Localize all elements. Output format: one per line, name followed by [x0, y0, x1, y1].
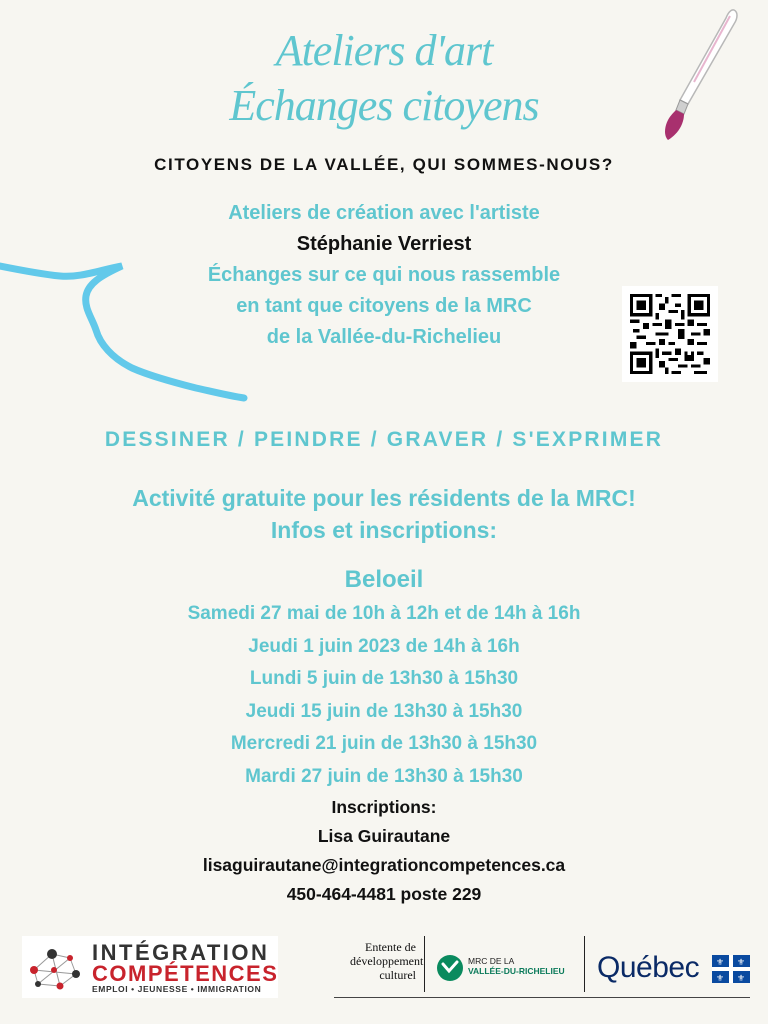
schedule-item: Mercredi 21 juin de 13h30 à 15h30 [230, 733, 538, 754]
contact-block [0, 793, 768, 909]
title-line-2: Échanges citoyens [229, 81, 539, 130]
divider [424, 936, 425, 992]
entente-label [350, 940, 424, 982]
entente-line-1: Entente de [365, 940, 416, 954]
location: Beloeil [344, 566, 424, 593]
disciplines: DESSINER / PEINDRE / GRAVER / S'EXPRIMER [104, 428, 664, 451]
mrc-line-1: MRC DE LA [468, 956, 515, 966]
contact-heading: Inscriptions: [331, 797, 437, 817]
free-activity-notice [0, 482, 768, 546]
ic-logo-line-3: EMPLOI • JEUNESSE • IMMIGRATION [92, 984, 262, 994]
qr-code-icon [630, 294, 710, 374]
description-line-3: Échanges sur ce qui nous rassemble [207, 264, 561, 286]
logo-baseline [334, 997, 750, 998]
schedule-item: Samedi 27 mai de 10h à 12h et de 14h à 16h [187, 603, 581, 624]
mrc-logo-icon [436, 954, 464, 982]
subtitle: CITOYENS DE LA VALLÉE, QUI SOMMES-NOUS? [154, 155, 614, 174]
ic-logo-line-2: COMPÉTENCES [92, 961, 279, 986]
schedule-list [0, 598, 768, 793]
schedule-item: Mardi 27 juin de 13h30 à 15h30 [245, 765, 523, 787]
svg-text:⚜: ⚜ [736, 958, 746, 968]
network-molecule-icon [24, 940, 86, 996]
schedule-item: Lundi 5 juin de 13h30 à 15h30 [249, 668, 519, 689]
mrc-logo-text [468, 956, 565, 976]
svg-text:⚜: ⚜ [736, 974, 746, 983]
free-activity-line: Activité gratuite pour les résidents de la MRC! [132, 485, 636, 511]
svg-text:⚜: ⚜ [715, 974, 725, 983]
quebec-logo-text: Québec [597, 951, 700, 984]
quebec-flag-icon [712, 955, 750, 983]
artist-name: Stéphanie Verriest [296, 233, 472, 255]
contact-email[interactable]: lisaguirautane@integrationcompetences.ca [202, 855, 566, 875]
schedule-item: Jeudi 1 juin 2023 de 14h à 16h [248, 635, 520, 657]
title-line-1: Ateliers d'art [275, 26, 493, 75]
info-registration-line: Infos et inscriptions: [270, 517, 498, 543]
qr-code[interactable] [622, 286, 718, 382]
description-line-1: Ateliers de création avec l'artiste [228, 202, 540, 224]
entente-line-3: culturel [379, 968, 416, 982]
description-line-4: en tant que citoyens de la MRC [236, 295, 532, 317]
paintbrush-icon [634, 6, 744, 146]
contact-phone[interactable]: 450-464-4481 poste 229 [286, 884, 482, 904]
divider [584, 936, 585, 992]
ic-logo-line-1: INTÉGRATION [92, 940, 270, 965]
svg-text:⚜: ⚜ [715, 958, 725, 968]
schedule-item: Jeudi 15 juin de 13h30 à 15h30 [245, 700, 523, 722]
mrc-line-2: VALLÉE-DU-RICHELIEU [468, 966, 565, 976]
contact-name: Lisa Guirautane [317, 826, 451, 846]
entente-line-2: développement [350, 954, 424, 968]
description-line-5: de la Vallée-du-Richelieu [266, 326, 502, 348]
